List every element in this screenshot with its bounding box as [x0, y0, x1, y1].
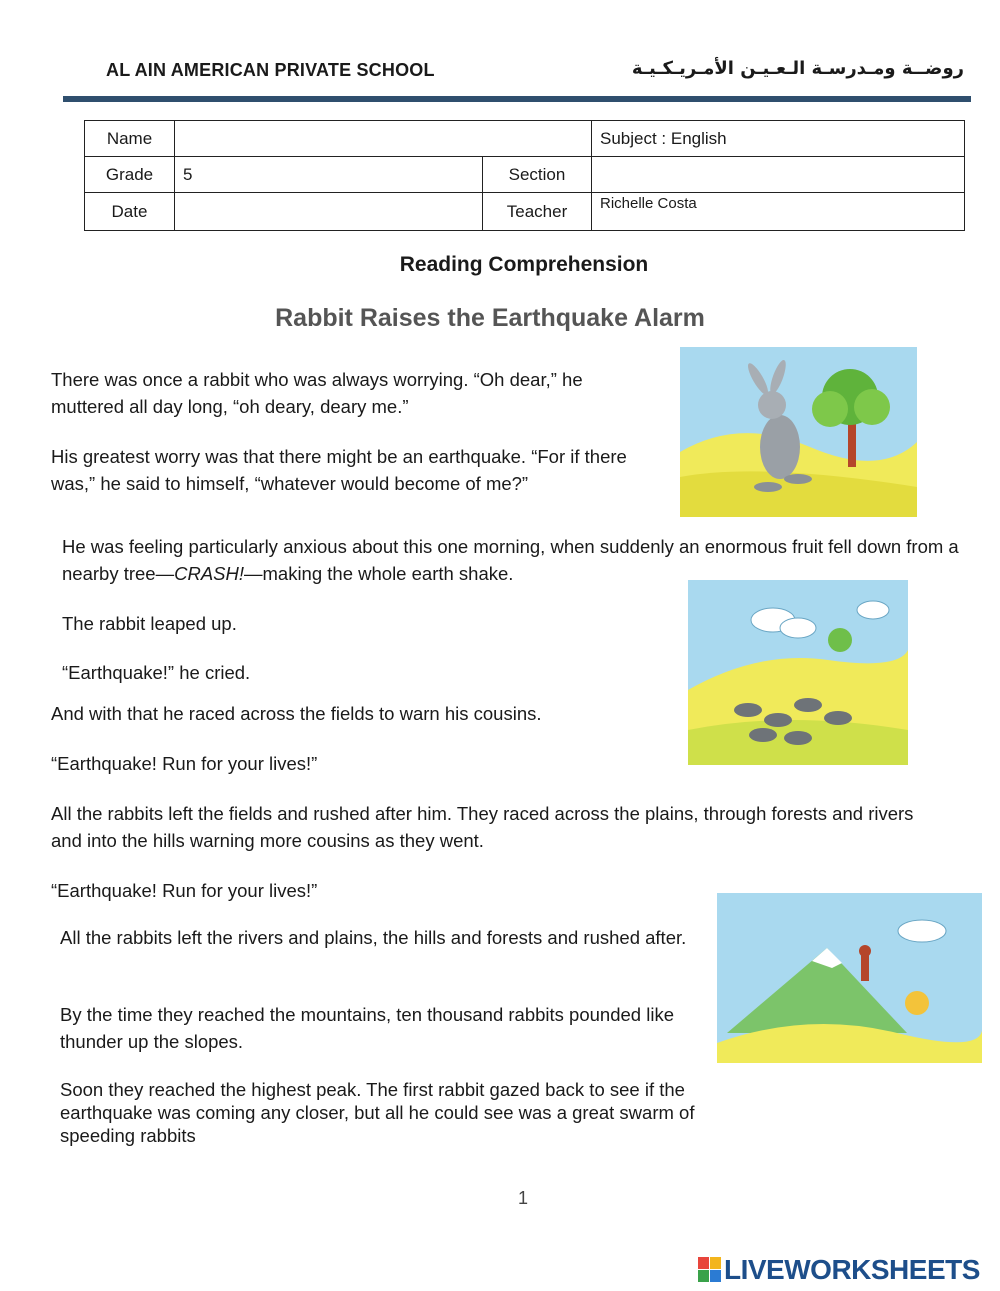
name-field[interactable]	[175, 121, 592, 157]
story-paragraph-9: “Earthquake! Run for your lives!”	[51, 880, 318, 901]
school-name-english: AL AIN AMERICAN PRIVATE SCHOOL	[106, 60, 435, 80]
story-paragraph-11: By the time they reached the mountains, ten thousand rabbits pounded like thunder up the slopes.	[60, 1004, 674, 1052]
school-name-arabic: روضــة ومـدرسـة الـعـيـن الأمـريـكـيـة	[631, 58, 964, 79]
story-paragraph-5: “Earthquake!” he cried.	[62, 662, 251, 683]
subject-cell: Subject : English	[592, 121, 965, 157]
section-label: Section	[483, 157, 592, 193]
section-heading: Reading Comprehension	[399, 253, 649, 276]
story-paragraph-2: His greatest worry was that there might be an earthquake. “For if there was,” he said to himself, “whatever would become of me?”	[51, 446, 627, 494]
story-paragraph-7: “Earthquake! Run for your lives!”	[51, 753, 318, 774]
liveworksheets-logo-text: LIVEWORKSHEETS	[724, 1254, 980, 1285]
story-paragraph-4: The rabbit leaped up.	[62, 613, 237, 634]
crash-emphasis: CRASH!	[174, 563, 244, 584]
grade-field[interactable]: 5	[175, 157, 483, 193]
story-paragraph-3	[62, 533, 962, 587]
mountain-rabbit-illustration	[717, 893, 982, 1063]
story-paragraph-12: Soon they reached the highest peak. The first rabbit gazed back to see if the earthquake was coming any closer, but all he could see was a great swarm of speeding rabbits	[60, 1079, 695, 1146]
teacher-label: Teacher	[483, 193, 592, 231]
running-rabbits-illustration	[688, 580, 908, 765]
story-paragraph-10: All the rabbits left the rivers and plains, the hills and forests and rushed after.	[60, 927, 687, 948]
header-rule	[63, 96, 971, 102]
story-paragraph-6: And with that he raced across the fields to warn his cousins.	[51, 703, 542, 724]
date-label: Date	[85, 193, 175, 231]
paragraph-3-end: —making the whole earth shake.	[244, 563, 514, 584]
story-title: Rabbit Raises the Earthquake Alarm	[275, 304, 705, 332]
story-paragraph-1: There was once a rabbit who was always worrying. “Oh dear,” he muttered all day long, “oh deary, deary me.”	[51, 369, 583, 417]
name-label: Name	[85, 121, 175, 157]
student-info-table	[84, 120, 965, 231]
page-number: 1	[518, 1188, 529, 1208]
worried-rabbit-illustration	[680, 347, 917, 517]
section-field[interactable]	[592, 157, 965, 193]
info-row-name	[85, 121, 965, 157]
info-row-date	[85, 193, 965, 231]
date-field[interactable]	[175, 193, 483, 231]
teacher-field: Richelle Costa	[592, 193, 965, 231]
info-row-grade	[85, 157, 965, 193]
liveworksheets-logo-icon	[698, 1257, 722, 1283]
story-paragraph-8: All the rabbits left the fields and rushed after him. They raced across the plains, through forests and rivers and into the hills warning more cousins as they went.	[51, 803, 914, 851]
paragraph-3-start: He was feeling particularly anxious about this one morning, when suddenly an enormous fruit fell down from a nearby tree—	[62, 536, 959, 584]
grade-label: Grade	[85, 157, 175, 193]
